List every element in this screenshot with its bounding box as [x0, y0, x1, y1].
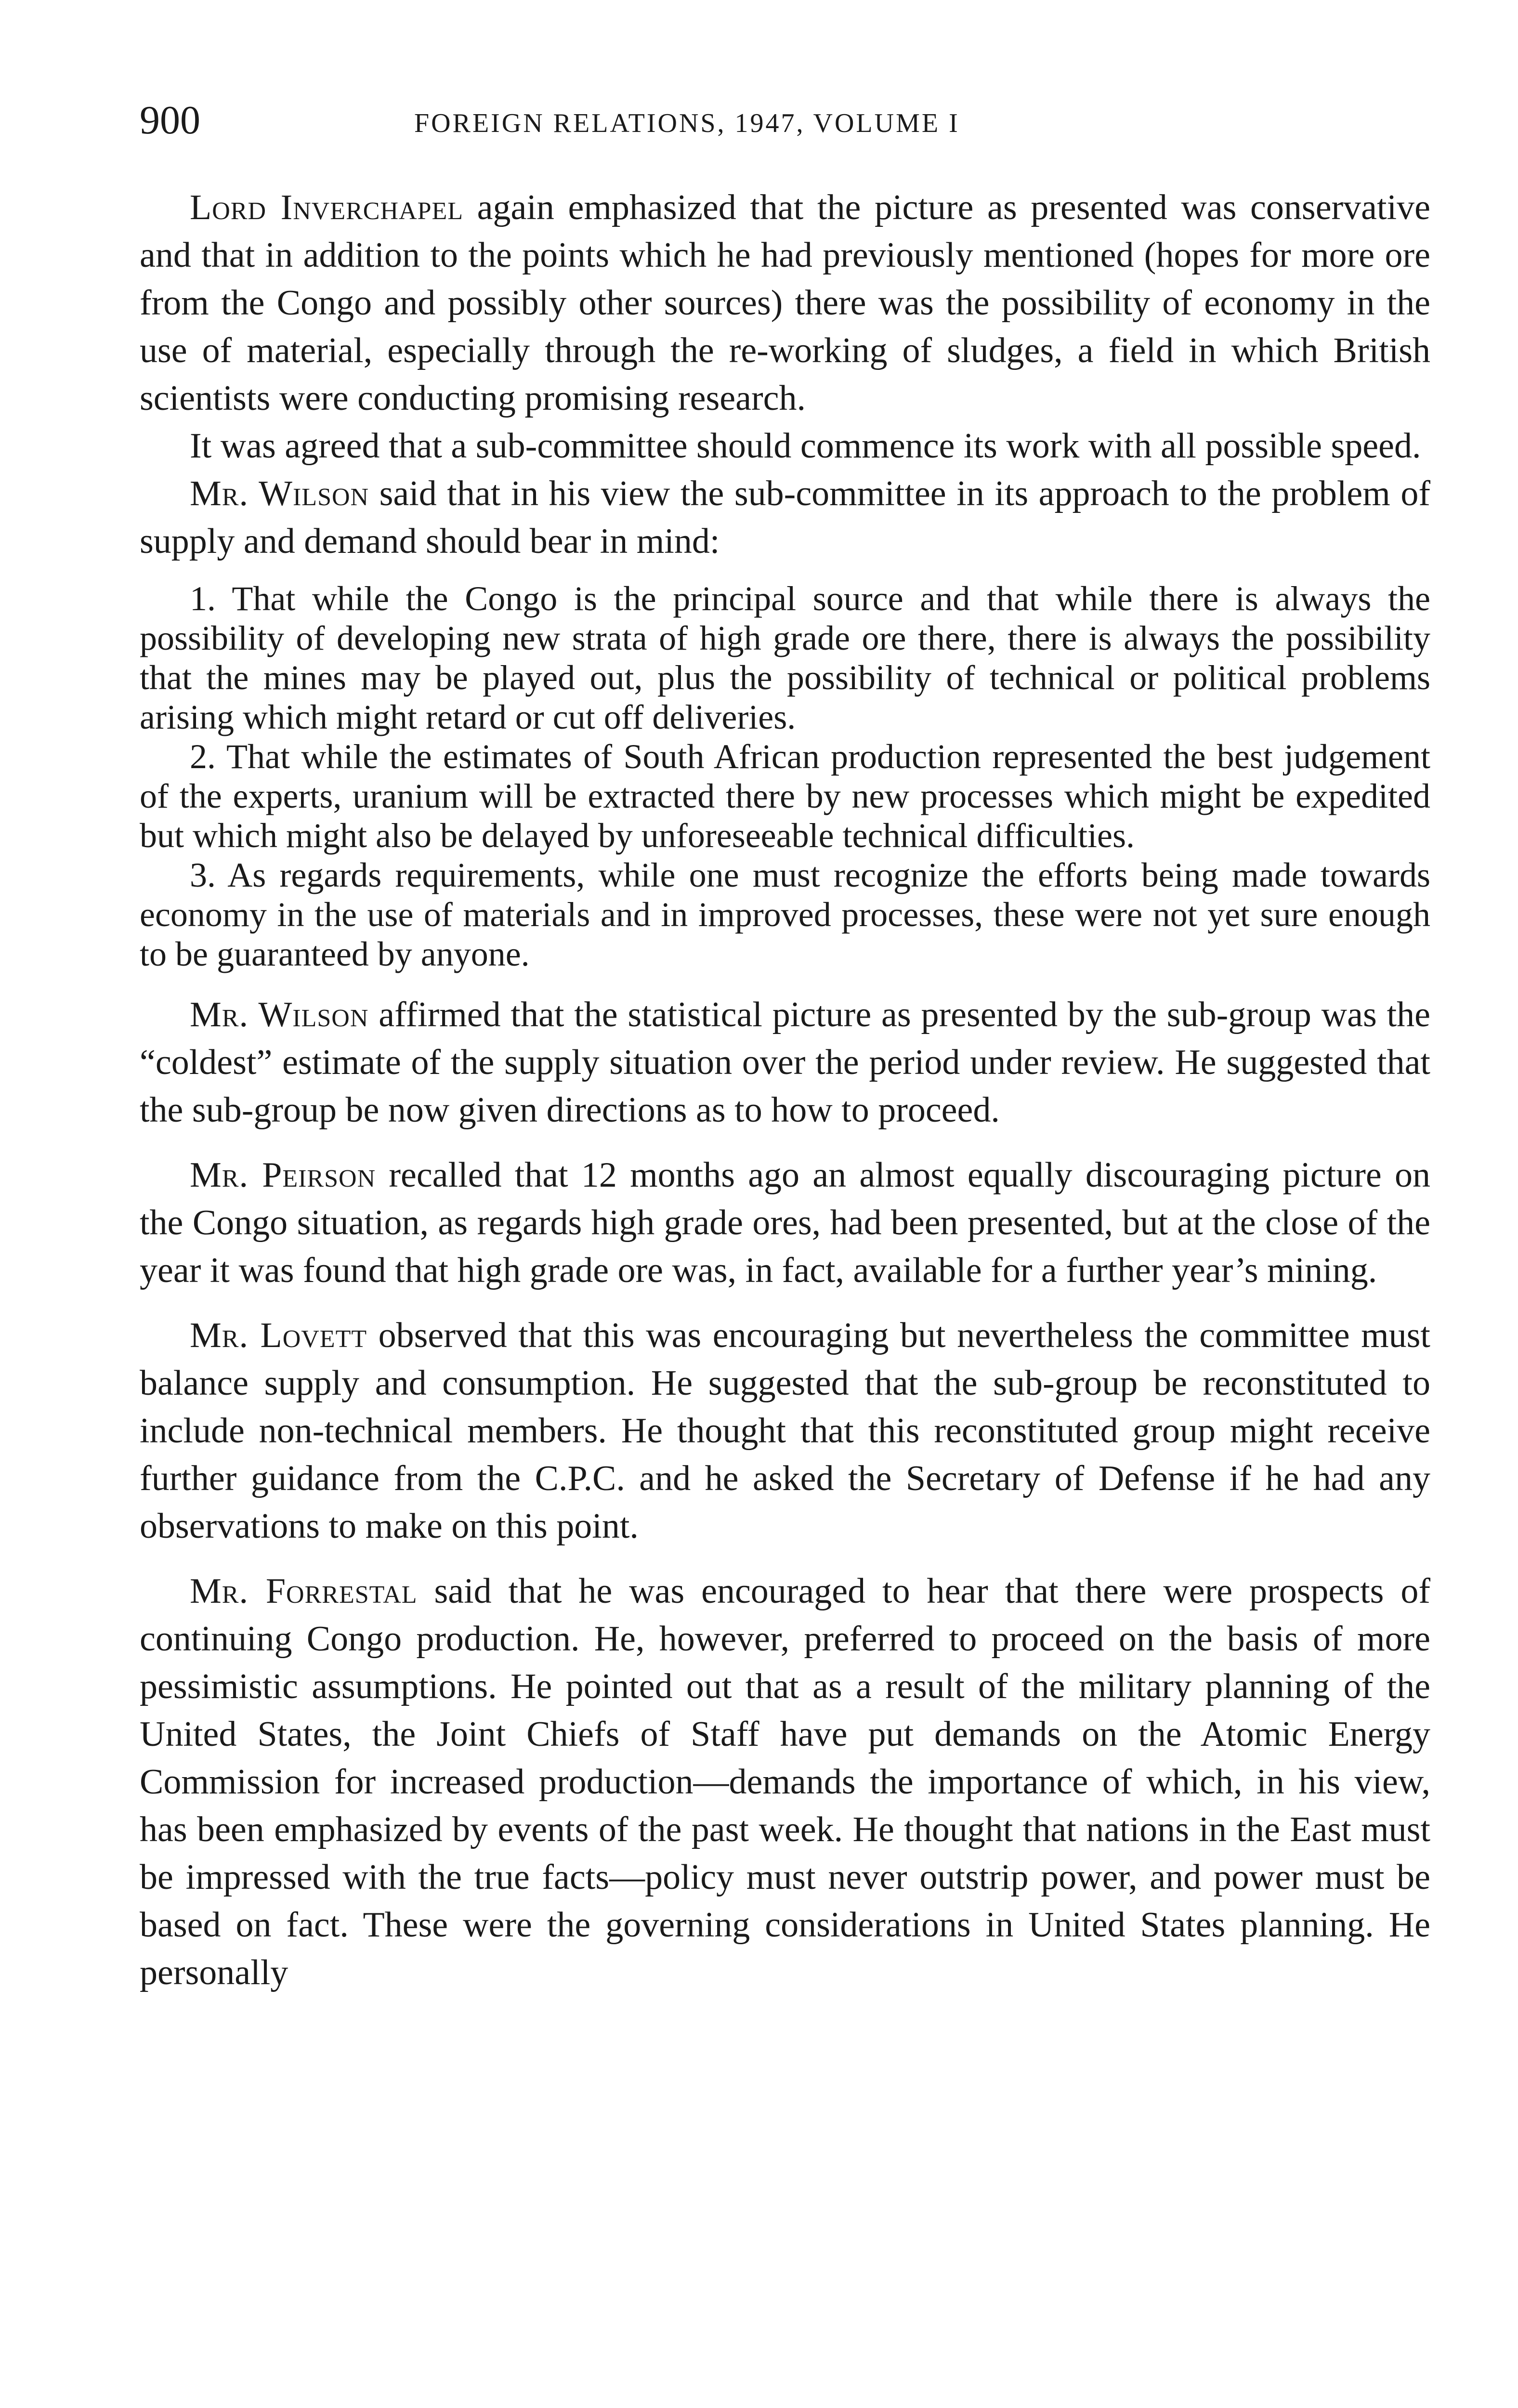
page-number: 900: [140, 98, 200, 143]
paragraph-text: said that he was encouraged to hear that there were prospects of continuing Congo production. He, however, preferred to proceed on the basis of more pessimistic assumptions. He pointed out that as a result of the military planning of the United States, the Joint Chiefs of Staff have put demands on the Atomic Energy Commission for increased production—demands the importance of which, in his view, has been emphasized by events of the past week. He thought that nations in the East must be impressed with the true facts—policy must never outstrip power, and power must be based on fact. These were the governing considerations in United States planning. He personally: [140, 1571, 1430, 1992]
speaker-name: Lord Inverchapel: [190, 188, 464, 227]
paragraph-forrestal: [140, 1568, 1430, 1997]
list-item: 1. That while the Congo is the principal source and that while there is always the possibility of developing new strata of high grade ore there, there is always the possibility that the mines may be played out, plus the possibility of technical or political problems arising which might retard or cut off deliveries.: [140, 579, 1430, 736]
paragraph-text: affirmed that the statistical picture as presented by the sub-group was the “coldest” estimate of the supply situation over the period under review. He suggested that the sub-group be now given directions as to how to proceed.: [140, 995, 1430, 1130]
document-body: [140, 184, 1430, 1997]
speaker-name: Mr. Peirson: [190, 1155, 376, 1195]
paragraph-wilson-intro: [140, 470, 1430, 565]
paragraph-lovett: [140, 1312, 1430, 1550]
paragraph-text: again emphasized that the picture as presented was conservative and that in addition to the points which he had previously mentioned (hopes for more ore from the Congo and possibly other sources) there was the possibility of economy in the use of material, especially through the re-working of sludges, a field in which British scientists were conducting promising research.: [140, 188, 1430, 418]
numbered-list: [140, 579, 1430, 974]
list-item: 3. As regards requirements, while one must recognize the efforts being made towards economy in the use of materials and in improved processes, these were not yet sure enough to be guaranteed by anyone.: [140, 856, 1430, 973]
paragraph-text: recalled that 12 months ago an almost equally discouraging picture on the Congo situation, as regards high grade ores, had been presented, but at the close of the year it was found that high grade ore was, in fact, available for a further year’s mining.: [140, 1155, 1430, 1290]
list-item: 2. That while the estimates of South African production represented the best judgement of the experts, uranium will be extracted there by new processes which might be expedited but which might also be delayed by unforeseeable technical difficulties.: [140, 737, 1430, 855]
page-header: [140, 96, 1430, 154]
speaker-name: Mr. Wilson: [190, 995, 369, 1034]
paragraph-peirson: [140, 1152, 1430, 1295]
speaker-name: Mr. Lovett: [190, 1316, 367, 1355]
paragraph-agreement: [140, 422, 1430, 470]
running-head: FOREIGN RELATIONS, 1947, VOLUME I: [414, 108, 960, 138]
paragraph-text: observed that this was encouraging but nevertheless the committee must balance supply and consumption. He suggested that the sub-group be reconstituted to include non-technical members. He thought that this reconstituted group might receive further guidance from the C.P.C. and he asked the Secretary of Defense if he had any observations to make on this point.: [140, 1316, 1430, 1546]
paragraph-inverchapel: [140, 184, 1430, 422]
paragraph-text: It was agreed that a sub-committee should commence its work with all possible speed.: [190, 426, 1421, 466]
speaker-name: Mr. Wilson: [190, 474, 369, 513]
speaker-name: Mr. Forrestal: [190, 1571, 418, 1611]
paragraph-text: said that in his view the sub-committee in its approach to the problem of supply and demand should bear in mind:: [140, 474, 1430, 561]
paragraph-wilson-affirmed: [140, 991, 1430, 1134]
